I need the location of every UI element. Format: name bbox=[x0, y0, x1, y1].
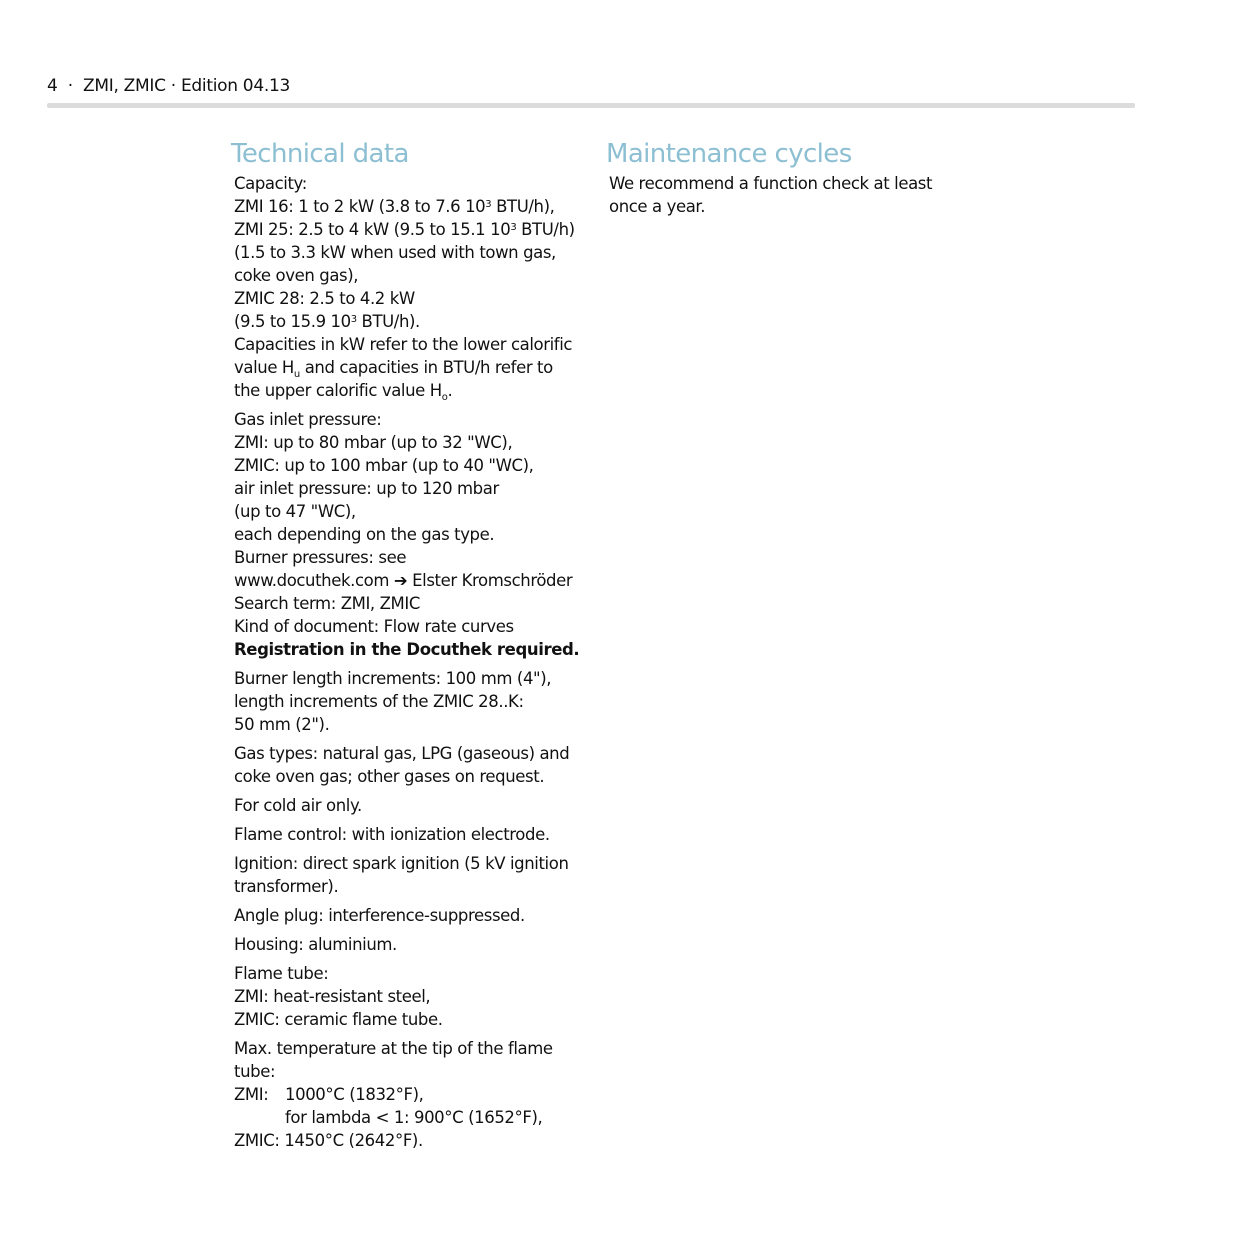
text-segment: transformer). bbox=[234, 877, 339, 896]
text-segment: Gas types: natural gas, LPG (gaseous) and bbox=[234, 744, 570, 763]
maintenance-heading: Maintenance cycles bbox=[606, 139, 852, 169]
text-line bbox=[234, 933, 591, 956]
subscript: o bbox=[441, 392, 448, 403]
text-line bbox=[234, 765, 591, 788]
text-line bbox=[234, 477, 591, 500]
text-segment: Gas inlet pressure: bbox=[234, 410, 382, 429]
paragraph bbox=[234, 823, 591, 846]
text-segment: (9.5 to 15.9 10 bbox=[234, 312, 351, 331]
text-segment: (up to 47 "WC), bbox=[234, 502, 356, 521]
text-segment: coke oven gas; other gases on request. bbox=[234, 767, 545, 786]
text-line bbox=[609, 195, 966, 218]
text-segment: 1000°C (1832°F), bbox=[285, 1085, 424, 1104]
paragraph bbox=[234, 1037, 591, 1152]
paragraph bbox=[234, 852, 591, 898]
text-segment: ZMI: up to 80 mbar (up to 32 "WC), bbox=[234, 433, 513, 452]
paragraph bbox=[234, 742, 591, 788]
paragraph bbox=[234, 172, 591, 402]
text-segment: ZMI: bbox=[234, 1085, 269, 1104]
text-line bbox=[609, 172, 966, 195]
text-segment: We recommend a function check at least bbox=[609, 174, 933, 193]
text-line bbox=[234, 569, 591, 592]
text-segment: coke oven gas), bbox=[234, 266, 359, 285]
text-segment: once a year. bbox=[609, 197, 706, 216]
text-segment: value H bbox=[234, 358, 294, 377]
text-segment: Burner length increments: 100 mm (4"), bbox=[234, 669, 552, 688]
text-segment: Angle plug: interference-suppressed. bbox=[234, 906, 525, 925]
superscript: 3 bbox=[350, 314, 357, 325]
text-line bbox=[234, 823, 591, 846]
text-line bbox=[234, 713, 591, 736]
paragraph bbox=[234, 667, 591, 736]
text-line bbox=[234, 985, 591, 1008]
text-segment: ZMI 16: 1 to 2 kW (3.8 to 7.6 10 bbox=[234, 197, 486, 216]
text-line bbox=[234, 690, 591, 713]
text-segment: Flame control: with ionization electrode. bbox=[234, 825, 550, 844]
text-line bbox=[234, 333, 591, 356]
text-segment: www.docuthek.com ➔ Elster Kromschröder bbox=[234, 571, 573, 590]
text-segment: ZMI 25: 2.5 to 4 kW (9.5 to 15.1 10 bbox=[234, 220, 511, 239]
text-line bbox=[234, 962, 591, 985]
maintenance-section bbox=[606, 138, 966, 224]
text-line bbox=[234, 667, 591, 690]
text-segment: Max. temperature at the tip of the flame bbox=[234, 1039, 553, 1058]
bold-text: Registration in the Docuthek required. bbox=[234, 640, 580, 659]
text-line bbox=[234, 241, 591, 264]
text-segment: and capacities in BTU/h refer to bbox=[299, 358, 553, 377]
text-line bbox=[234, 287, 591, 310]
text-line bbox=[234, 264, 591, 287]
text-line bbox=[234, 195, 591, 218]
text-segment: ZMIC: ceramic flame tube. bbox=[234, 1010, 443, 1029]
text-segment: 50 mm (2"). bbox=[234, 715, 330, 734]
text-line bbox=[234, 852, 591, 875]
text-segment: (1.5 to 3.3 kW when used with town gas, bbox=[234, 243, 556, 262]
text-line bbox=[234, 379, 591, 402]
text-line bbox=[234, 500, 591, 523]
technical-data-heading: Technical data bbox=[231, 139, 409, 169]
text-line bbox=[234, 218, 591, 241]
text-segment: Capacities in kW refer to the lower calorific bbox=[234, 335, 573, 354]
page-header: 4 · ZMI, ZMIC · Edition 04.13 bbox=[47, 76, 290, 96]
technical-data-body bbox=[231, 172, 591, 1152]
text-segment: each depending on the gas type. bbox=[234, 525, 495, 544]
text-segment: Kind of document: Flow rate curves bbox=[234, 617, 514, 636]
header-divider bbox=[47, 103, 1135, 108]
text-segment: BTU/h) bbox=[516, 220, 575, 239]
text-line bbox=[234, 592, 591, 615]
text-segment: ZMI: heat-resistant steel, bbox=[234, 987, 431, 1006]
paragraph bbox=[234, 904, 591, 927]
text-segment: tube: bbox=[234, 1062, 276, 1081]
paragraph bbox=[234, 962, 591, 1031]
text-line bbox=[234, 1106, 591, 1129]
text-segment: Ignition: direct spark ignition (5 kV ignition bbox=[234, 854, 569, 873]
text-line bbox=[234, 523, 591, 546]
text-line bbox=[234, 454, 591, 477]
text-line bbox=[234, 1037, 591, 1060]
text-segment: length increments of the ZMIC 28..K: bbox=[234, 692, 524, 711]
paragraph bbox=[609, 172, 966, 218]
text-line bbox=[234, 172, 591, 195]
technical-data-section bbox=[231, 138, 591, 1158]
text-line bbox=[234, 431, 591, 454]
text-line bbox=[234, 1083, 591, 1106]
text-segment: Housing: aluminium. bbox=[234, 935, 397, 954]
text-line bbox=[234, 875, 591, 898]
text-segment: for lambda < 1: 900°C (1652°F), bbox=[285, 1108, 543, 1127]
text-line bbox=[234, 742, 591, 765]
text-segment: . bbox=[447, 381, 453, 400]
text-line bbox=[234, 638, 591, 661]
paragraph bbox=[234, 408, 591, 661]
text-line bbox=[234, 1008, 591, 1031]
text-segment: the upper calorific value H bbox=[234, 381, 442, 400]
superscript: 3 bbox=[485, 199, 492, 210]
text-line bbox=[234, 615, 591, 638]
text-line bbox=[234, 794, 591, 817]
text-segment: Capacity: bbox=[234, 174, 307, 193]
paragraph bbox=[234, 933, 591, 956]
maintenance-body bbox=[606, 172, 966, 218]
text-line bbox=[234, 408, 591, 431]
text-segment: ZMIC 28: 2.5 to 4.2 kW bbox=[234, 289, 415, 308]
text-line bbox=[234, 1060, 591, 1083]
text-segment: BTU/h), bbox=[491, 197, 555, 216]
text-segment: Search term: ZMI, ZMIC bbox=[234, 594, 420, 613]
text-line bbox=[234, 310, 591, 333]
paragraph bbox=[234, 794, 591, 817]
superscript: 3 bbox=[510, 222, 517, 233]
text-line bbox=[234, 356, 591, 379]
text-segment: Burner pressures: see bbox=[234, 548, 407, 567]
text-line bbox=[234, 904, 591, 927]
text-segment: air inlet pressure: up to 120 mbar bbox=[234, 479, 499, 498]
text-segment: Flame tube: bbox=[234, 964, 329, 983]
text-line bbox=[234, 546, 591, 569]
text-segment: For cold air only. bbox=[234, 796, 362, 815]
text-segment: BTU/h). bbox=[356, 312, 420, 331]
subscript: u bbox=[293, 369, 300, 380]
text-segment: ZMIC: up to 100 mbar (up to 40 "WC), bbox=[234, 456, 534, 475]
text-segment: ZMIC: 1450°C (2642°F). bbox=[234, 1131, 423, 1150]
text-line bbox=[234, 1129, 591, 1152]
